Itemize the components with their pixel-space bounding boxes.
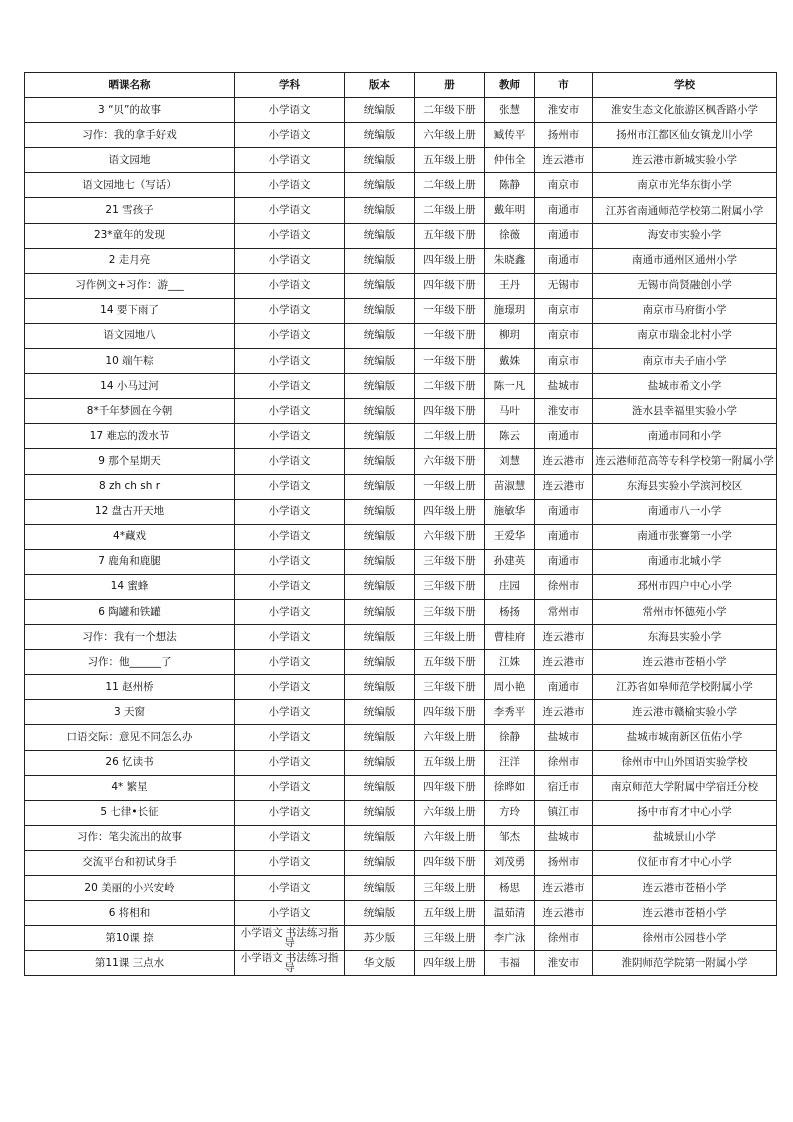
cell-school: 连云港师范高等专科学校第一附属小学	[593, 449, 777, 474]
cell-edition: 统编版	[345, 524, 415, 549]
cell-volume: 三年级上册	[415, 926, 485, 951]
cell-school: 仪征市育才中心小学	[593, 850, 777, 875]
cell-edition: 统编版	[345, 800, 415, 825]
header-lesson-name: 晒课名称	[25, 73, 235, 98]
header-volume: 册	[415, 73, 485, 98]
cell-city: 南通市	[535, 424, 593, 449]
table-row	[25, 825, 777, 850]
header-teacher: 教师	[485, 73, 535, 98]
cell-volume: 六年级上册	[415, 123, 485, 148]
cell-teacher: 庄园	[485, 574, 535, 599]
cell-lesson-name: 3 “贝”的故事	[25, 98, 235, 123]
cell-subject: 小学语文 书法练习指导	[235, 951, 345, 976]
cell-lesson-name: 23*童年的发现	[25, 223, 235, 248]
cell-lesson-name: 8*千年梦圆在今朝	[25, 399, 235, 424]
cell-teacher: 江姝	[485, 650, 535, 675]
cell-lesson-name: 习作：笔尖流出的故事	[25, 825, 235, 850]
cell-subject: 小学语文	[235, 700, 345, 725]
table-row	[25, 374, 777, 399]
cell-edition: 统编版	[345, 449, 415, 474]
table-row	[25, 148, 777, 173]
cell-edition: 统编版	[345, 123, 415, 148]
cell-subject: 小学语文	[235, 499, 345, 524]
cell-school: 扬州市江都区仙女镇龙川小学	[593, 123, 777, 148]
table-row	[25, 524, 777, 549]
cell-volume: 四年级上册	[415, 951, 485, 976]
cell-school: 东海县实验小学滨河校区	[593, 474, 777, 499]
cell-edition: 统编版	[345, 625, 415, 650]
cell-volume: 五年级下册	[415, 223, 485, 248]
cell-teacher: 孙建英	[485, 549, 535, 574]
cell-school: 海安市实验小学	[593, 223, 777, 248]
cell-subject: 小学语文	[235, 901, 345, 926]
cell-city: 南京市	[535, 349, 593, 374]
cell-school: 徐州市公园巷小学	[593, 926, 777, 951]
cell-volume: 六年级上册	[415, 825, 485, 850]
cell-volume: 三年级下册	[415, 675, 485, 700]
cell-volume: 二年级上册	[415, 198, 485, 223]
cell-edition: 统编版	[345, 825, 415, 850]
cell-edition: 统编版	[345, 574, 415, 599]
cell-teacher: 李秀平	[485, 700, 535, 725]
header-row	[25, 73, 777, 98]
table-row	[25, 599, 777, 624]
lesson-table	[24, 72, 777, 976]
cell-city: 南通市	[535, 499, 593, 524]
cell-city: 盐城市	[535, 825, 593, 850]
cell-teacher: 臧传平	[485, 123, 535, 148]
cell-subject: 小学语文	[235, 223, 345, 248]
table-row	[25, 700, 777, 725]
cell-subject: 小学语文	[235, 876, 345, 901]
cell-subject: 小学语文	[235, 599, 345, 624]
cell-lesson-name: 2 走月亮	[25, 248, 235, 273]
cell-city: 无锡市	[535, 273, 593, 298]
header-edition: 版本	[345, 73, 415, 98]
cell-lesson-name: 10 端午粽	[25, 349, 235, 374]
cell-edition: 统编版	[345, 599, 415, 624]
cell-edition: 统编版	[345, 198, 415, 223]
cell-school: 盐城景山小学	[593, 825, 777, 850]
table-row	[25, 198, 777, 223]
table-row	[25, 876, 777, 901]
cell-volume: 三年级下册	[415, 549, 485, 574]
cell-lesson-name: 3 天窗	[25, 700, 235, 725]
cell-teacher: 李广泳	[485, 926, 535, 951]
cell-volume: 二年级下册	[415, 98, 485, 123]
cell-teacher: 汪洋	[485, 750, 535, 775]
table-row	[25, 98, 777, 123]
table-row	[25, 926, 777, 951]
cell-teacher: 戴姝	[485, 349, 535, 374]
cell-lesson-name: 习作：他______了	[25, 650, 235, 675]
cell-city: 南通市	[535, 223, 593, 248]
cell-school: 南通市张謇第一小学	[593, 524, 777, 549]
cell-city: 盐城市	[535, 725, 593, 750]
cell-subject: 小学语文	[235, 574, 345, 599]
cell-school: 南京市瑞金北村小学	[593, 323, 777, 348]
cell-city: 连云港市	[535, 901, 593, 926]
cell-subject: 小学语文	[235, 374, 345, 399]
cell-subject: 小学语文	[235, 549, 345, 574]
table-row	[25, 323, 777, 348]
cell-volume: 一年级下册	[415, 298, 485, 323]
cell-teacher: 韦福	[485, 951, 535, 976]
header-school: 学校	[593, 73, 777, 98]
cell-city: 淮安市	[535, 98, 593, 123]
cell-edition: 苏少版	[345, 926, 415, 951]
cell-lesson-name: 7 鹿角和鹿腿	[25, 549, 235, 574]
table-body	[25, 98, 777, 976]
cell-teacher: 周小艳	[485, 675, 535, 700]
table-row	[25, 499, 777, 524]
cell-city: 扬州市	[535, 123, 593, 148]
cell-teacher: 曹桂府	[485, 625, 535, 650]
cell-edition: 统编版	[345, 298, 415, 323]
cell-city: 南通市	[535, 675, 593, 700]
table-row	[25, 399, 777, 424]
cell-edition: 统编版	[345, 98, 415, 123]
cell-city: 南京市	[535, 173, 593, 198]
cell-volume: 五年级下册	[415, 650, 485, 675]
cell-school: 盐城市希文小学	[593, 374, 777, 399]
cell-edition: 华文版	[345, 951, 415, 976]
cell-school: 邳州市四户中心小学	[593, 574, 777, 599]
cell-lesson-name: 口语交际：意见不同怎么办	[25, 725, 235, 750]
cell-lesson-name: 21 雪孩子	[25, 198, 235, 223]
cell-school: 江苏省如皋师范学校附属小学	[593, 675, 777, 700]
cell-volume: 二年级上册	[415, 173, 485, 198]
table-row	[25, 449, 777, 474]
cell-subject: 小学语文	[235, 424, 345, 449]
cell-school: 淮阴师范学院第一附属小学	[593, 951, 777, 976]
cell-teacher: 陈静	[485, 173, 535, 198]
cell-teacher: 徐静	[485, 725, 535, 750]
cell-volume: 四年级下册	[415, 775, 485, 800]
cell-city: 淮安市	[535, 951, 593, 976]
cell-edition: 统编版	[345, 901, 415, 926]
cell-volume: 二年级上册	[415, 424, 485, 449]
cell-edition: 统编版	[345, 273, 415, 298]
table-row	[25, 574, 777, 599]
cell-teacher: 温茹清	[485, 901, 535, 926]
cell-edition: 统编版	[345, 474, 415, 499]
cell-city: 连云港市	[535, 700, 593, 725]
cell-edition: 统编版	[345, 850, 415, 875]
table-row	[25, 850, 777, 875]
cell-teacher: 杨扬	[485, 599, 535, 624]
cell-subject: 小学语文	[235, 750, 345, 775]
cell-subject: 小学语文	[235, 98, 345, 123]
cell-subject: 小学语文	[235, 349, 345, 374]
cell-edition: 统编版	[345, 148, 415, 173]
cell-teacher: 王爱华	[485, 524, 535, 549]
cell-volume: 四年级下册	[415, 399, 485, 424]
table-row	[25, 248, 777, 273]
table-row	[25, 650, 777, 675]
cell-edition: 统编版	[345, 399, 415, 424]
table-row	[25, 625, 777, 650]
cell-edition: 统编版	[345, 173, 415, 198]
cell-edition: 统编版	[345, 725, 415, 750]
cell-school: 无锡市尚贤融创小学	[593, 273, 777, 298]
cell-subject: 小学语文	[235, 248, 345, 273]
cell-teacher: 徐晔如	[485, 775, 535, 800]
cell-teacher: 戴年明	[485, 198, 535, 223]
cell-subject: 小学语文	[235, 323, 345, 348]
cell-volume: 四年级下册	[415, 700, 485, 725]
table-row	[25, 349, 777, 374]
cell-subject: 小学语文	[235, 800, 345, 825]
header-city: 市	[535, 73, 593, 98]
cell-lesson-name: 20 美丽的小兴安岭	[25, 876, 235, 901]
cell-subject: 小学语文	[235, 625, 345, 650]
cell-teacher: 马叶	[485, 399, 535, 424]
cell-teacher: 仲伟全	[485, 148, 535, 173]
cell-lesson-name: 语文园地八	[25, 323, 235, 348]
cell-school: 东海县实验小学	[593, 625, 777, 650]
cell-subject: 小学语文	[235, 850, 345, 875]
cell-volume: 五年级上册	[415, 148, 485, 173]
cell-edition: 统编版	[345, 549, 415, 574]
cell-subject: 小学语文	[235, 148, 345, 173]
table-row	[25, 298, 777, 323]
cell-teacher: 王丹	[485, 273, 535, 298]
cell-edition: 统编版	[345, 775, 415, 800]
cell-city: 南京市	[535, 323, 593, 348]
cell-city: 淮安市	[535, 399, 593, 424]
cell-teacher: 施璟玥	[485, 298, 535, 323]
cell-city: 连云港市	[535, 449, 593, 474]
cell-volume: 四年级下册	[415, 273, 485, 298]
cell-volume: 六年级上册	[415, 725, 485, 750]
cell-lesson-name: 第11课 三点水	[25, 951, 235, 976]
cell-school: 南京市夫子庙小学	[593, 349, 777, 374]
table-row	[25, 123, 777, 148]
cell-subject: 小学语文	[235, 198, 345, 223]
cell-teacher: 陈云	[485, 424, 535, 449]
cell-school: 南通市北城小学	[593, 549, 777, 574]
cell-subject: 小学语文	[235, 449, 345, 474]
cell-lesson-name: 17 难忘的泼水节	[25, 424, 235, 449]
cell-school: 扬中市育才中心小学	[593, 800, 777, 825]
cell-edition: 统编版	[345, 750, 415, 775]
cell-lesson-name: 14 蜜蜂	[25, 574, 235, 599]
cell-teacher: 方玲	[485, 800, 535, 825]
cell-lesson-name: 9 那个星期天	[25, 449, 235, 474]
table-row	[25, 474, 777, 499]
cell-subject: 小学语文	[235, 399, 345, 424]
cell-subject: 小学语文	[235, 298, 345, 323]
cell-city: 连云港市	[535, 474, 593, 499]
cell-city: 连云港市	[535, 148, 593, 173]
cell-school: 南京市马府街小学	[593, 298, 777, 323]
cell-lesson-name: 语文园地	[25, 148, 235, 173]
cell-school: 连云港市赣榆实验小学	[593, 700, 777, 725]
cell-city: 南通市	[535, 524, 593, 549]
cell-edition: 统编版	[345, 374, 415, 399]
cell-city: 镇江市	[535, 800, 593, 825]
cell-city: 连云港市	[535, 876, 593, 901]
cell-edition: 统编版	[345, 700, 415, 725]
cell-lesson-name: 6 将相和	[25, 901, 235, 926]
cell-city: 徐州市	[535, 574, 593, 599]
cell-subject: 小学语文	[235, 173, 345, 198]
cell-city: 宿迁市	[535, 775, 593, 800]
cell-volume: 一年级下册	[415, 349, 485, 374]
cell-lesson-name: 26 忆读书	[25, 750, 235, 775]
cell-lesson-name: 4* 繁星	[25, 775, 235, 800]
cell-volume: 四年级上册	[415, 499, 485, 524]
cell-teacher: 刘茂勇	[485, 850, 535, 875]
cell-teacher: 刘慧	[485, 449, 535, 474]
cell-subject: 小学语文	[235, 775, 345, 800]
cell-school: 常州市怀德苑小学	[593, 599, 777, 624]
cell-lesson-name: 第10课 捺	[25, 926, 235, 951]
cell-lesson-name: 6 陶罐和铁罐	[25, 599, 235, 624]
cell-subject: 小学语文 书法练习指导	[235, 926, 345, 951]
cell-volume: 四年级上册	[415, 248, 485, 273]
cell-teacher: 朱晓鑫	[485, 248, 535, 273]
table-row	[25, 675, 777, 700]
cell-volume: 四年级下册	[415, 850, 485, 875]
cell-lesson-name: 4*藏戏	[25, 524, 235, 549]
cell-school: 连云港市苍梧小学	[593, 876, 777, 901]
cell-city: 徐州市	[535, 926, 593, 951]
table-row	[25, 223, 777, 248]
cell-city: 徐州市	[535, 750, 593, 775]
table-row	[25, 951, 777, 976]
table-row	[25, 775, 777, 800]
cell-school: 江苏省南通师范学校第二附属小学	[593, 198, 777, 223]
cell-edition: 统编版	[345, 424, 415, 449]
cell-teacher: 施敏华	[485, 499, 535, 524]
cell-city: 扬州市	[535, 850, 593, 875]
cell-subject: 小学语文	[235, 273, 345, 298]
cell-school: 连云港市苍梧小学	[593, 650, 777, 675]
cell-school: 连云港市新城实验小学	[593, 148, 777, 173]
cell-teacher: 邹杰	[485, 825, 535, 850]
cell-lesson-name: 14 小马过河	[25, 374, 235, 399]
cell-volume: 六年级下册	[415, 524, 485, 549]
cell-school: 南京市光华东街小学	[593, 173, 777, 198]
cell-school: 南通市同和小学	[593, 424, 777, 449]
cell-school: 徐州市中山外国语实验学校	[593, 750, 777, 775]
table-row	[25, 901, 777, 926]
table-row	[25, 549, 777, 574]
cell-subject: 小学语文	[235, 650, 345, 675]
cell-teacher: 柳玥	[485, 323, 535, 348]
cell-edition: 统编版	[345, 349, 415, 374]
cell-subject: 小学语文	[235, 524, 345, 549]
cell-edition: 统编版	[345, 248, 415, 273]
cell-edition: 统编版	[345, 499, 415, 524]
cell-lesson-name: 11 赵州桥	[25, 675, 235, 700]
cell-volume: 一年级下册	[415, 323, 485, 348]
cell-teacher: 陈一凡	[485, 374, 535, 399]
cell-subject: 小学语文	[235, 825, 345, 850]
cell-lesson-name: 12 盘古开天地	[25, 499, 235, 524]
cell-edition: 统编版	[345, 650, 415, 675]
cell-lesson-name: 交流平台和初试身手	[25, 850, 235, 875]
cell-subject: 小学语文	[235, 675, 345, 700]
cell-edition: 统编版	[345, 223, 415, 248]
cell-volume: 三年级上册	[415, 625, 485, 650]
table-row	[25, 173, 777, 198]
cell-subject: 小学语文	[235, 123, 345, 148]
cell-subject: 小学语文	[235, 474, 345, 499]
cell-lesson-name: 习作：我的拿手好戏	[25, 123, 235, 148]
cell-school: 南通市八一小学	[593, 499, 777, 524]
cell-teacher: 张慧	[485, 98, 535, 123]
cell-school: 南京师范大学附属中学宿迁分校	[593, 775, 777, 800]
cell-volume: 三年级上册	[415, 876, 485, 901]
cell-edition: 统编版	[345, 675, 415, 700]
cell-lesson-name: 14 要下雨了	[25, 298, 235, 323]
cell-volume: 六年级下册	[415, 449, 485, 474]
cell-teacher: 杨思	[485, 876, 535, 901]
table-row	[25, 725, 777, 750]
cell-teacher: 徐薇	[485, 223, 535, 248]
cell-edition: 统编版	[345, 323, 415, 348]
table-row	[25, 273, 777, 298]
cell-lesson-name: 语文园地七（写话）	[25, 173, 235, 198]
cell-city: 南通市	[535, 248, 593, 273]
cell-lesson-name: 习作：我有一个想法	[25, 625, 235, 650]
table-row	[25, 424, 777, 449]
cell-volume: 五年级上册	[415, 901, 485, 926]
cell-edition: 统编版	[345, 876, 415, 901]
cell-school: 淮安生态文化旅游区枫香路小学	[593, 98, 777, 123]
cell-lesson-name: 5 七律•长征	[25, 800, 235, 825]
cell-lesson-name: 习作例文+习作：游___	[25, 273, 235, 298]
cell-volume: 五年级上册	[415, 750, 485, 775]
cell-city: 连云港市	[535, 650, 593, 675]
cell-city: 南通市	[535, 549, 593, 574]
cell-city: 连云港市	[535, 625, 593, 650]
cell-lesson-name: 8 zh ch sh r	[25, 474, 235, 499]
cell-school: 连云港市苍梧小学	[593, 901, 777, 926]
cell-teacher: 苗淑慧	[485, 474, 535, 499]
cell-subject: 小学语文	[235, 725, 345, 750]
table-row	[25, 800, 777, 825]
cell-volume: 二年级下册	[415, 374, 485, 399]
cell-city: 南京市	[535, 298, 593, 323]
header-subject: 学科	[235, 73, 345, 98]
cell-city: 南通市	[535, 198, 593, 223]
cell-city: 常州市	[535, 599, 593, 624]
cell-volume: 一年级上册	[415, 474, 485, 499]
cell-volume: 三年级下册	[415, 574, 485, 599]
cell-volume: 三年级下册	[415, 599, 485, 624]
cell-school: 南通市通州区通州小学	[593, 248, 777, 273]
cell-school: 涟水县幸福里实验小学	[593, 399, 777, 424]
table-row	[25, 750, 777, 775]
cell-volume: 六年级上册	[415, 800, 485, 825]
cell-school: 盐城市城南新区伍佑小学	[593, 725, 777, 750]
cell-city: 盐城市	[535, 374, 593, 399]
